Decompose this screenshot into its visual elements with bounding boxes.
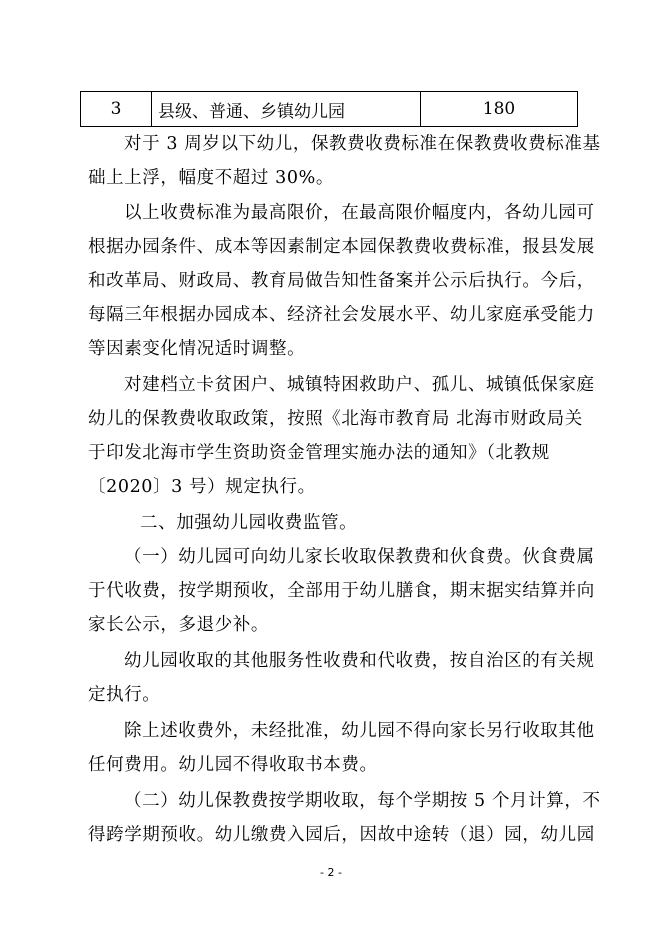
paragraph-semester <box>88 784 601 852</box>
paragraph-no-extra <box>88 714 595 782</box>
text-line: 〔2020〕3 号）规定执行。 <box>88 477 316 497</box>
row-category: 县级、普通、乡镇幼儿园 <box>152 92 421 127</box>
text-line: 和改革局、财政局、教育局做告知性备案并公示后执行。今后， <box>88 271 595 291</box>
row-fee: 180 <box>421 92 578 127</box>
text-line: 家长公示，多退少补。 <box>88 615 269 635</box>
paragraph-aid-policy <box>88 368 595 504</box>
heading-text: 二、加强幼儿园收费监管。 <box>140 513 358 533</box>
text-line: 得跨学期预收。幼儿缴费入园后，因故中途转（退）园，幼儿园 <box>88 825 595 845</box>
paragraph-fees-1 <box>88 540 595 642</box>
fee-table <box>80 91 578 127</box>
text-line: 对建档立卡贫困户、城镇特困救助户、孤儿、城镇低保家庭 <box>124 375 595 395</box>
text-line: 以上收费标准为最高限价，在最高限价幅度内，各幼儿园可 <box>124 203 595 223</box>
paragraph-under-3 <box>88 127 601 195</box>
text-line: 等因素变化情况适时调整。 <box>88 339 306 359</box>
text-line: 幼儿园收取的其他服务性收费和代收费，按自治区的有关规 <box>124 651 595 671</box>
text-line: 础上上浮，幅度不超过 30%。 <box>88 168 334 188</box>
text-line: 每隔三年根据办园成本、经济社会发展水平、幼儿家庭承受能力 <box>88 305 595 325</box>
section-heading <box>88 506 590 540</box>
text-line: 于代收费，按学期预收，全部用于幼儿膳食，期末据实结算并向 <box>88 581 595 601</box>
text-line: 任何费用。幼儿园不得收取书本费。 <box>88 755 378 775</box>
paragraph-other-fees <box>88 644 595 712</box>
text-line: （二）幼儿保教费按学期收取，每个学期按 5 个月计算，不 <box>124 791 601 811</box>
text-line: 定执行。 <box>88 685 161 705</box>
text-line: 根据办园条件、成本等因素制定本园保教费收费标准，报县发展 <box>88 237 595 257</box>
text-line: 幼儿的保教费收取政策，按照《北海市教育局 北海市财政局关 <box>88 409 583 429</box>
page-number: - 2 - <box>320 866 342 879</box>
paragraph-price-cap <box>88 196 595 366</box>
row-number: 3 <box>81 92 152 127</box>
text-line: 除上述收费外，未经批准，幼儿园不得向家长另行收取其他 <box>124 721 595 741</box>
text-line: （一）幼儿园可向幼儿家长收取保教费和伙食费。伙食费属 <box>124 547 595 567</box>
text-line: 于印发北海市学生资助资金管理实施办法的通知》（北教规 <box>88 443 550 463</box>
table-row <box>81 92 578 127</box>
text-line: 对于 3 周岁以下幼儿，保教费收费标准在保教费收费标准基 <box>124 134 601 154</box>
